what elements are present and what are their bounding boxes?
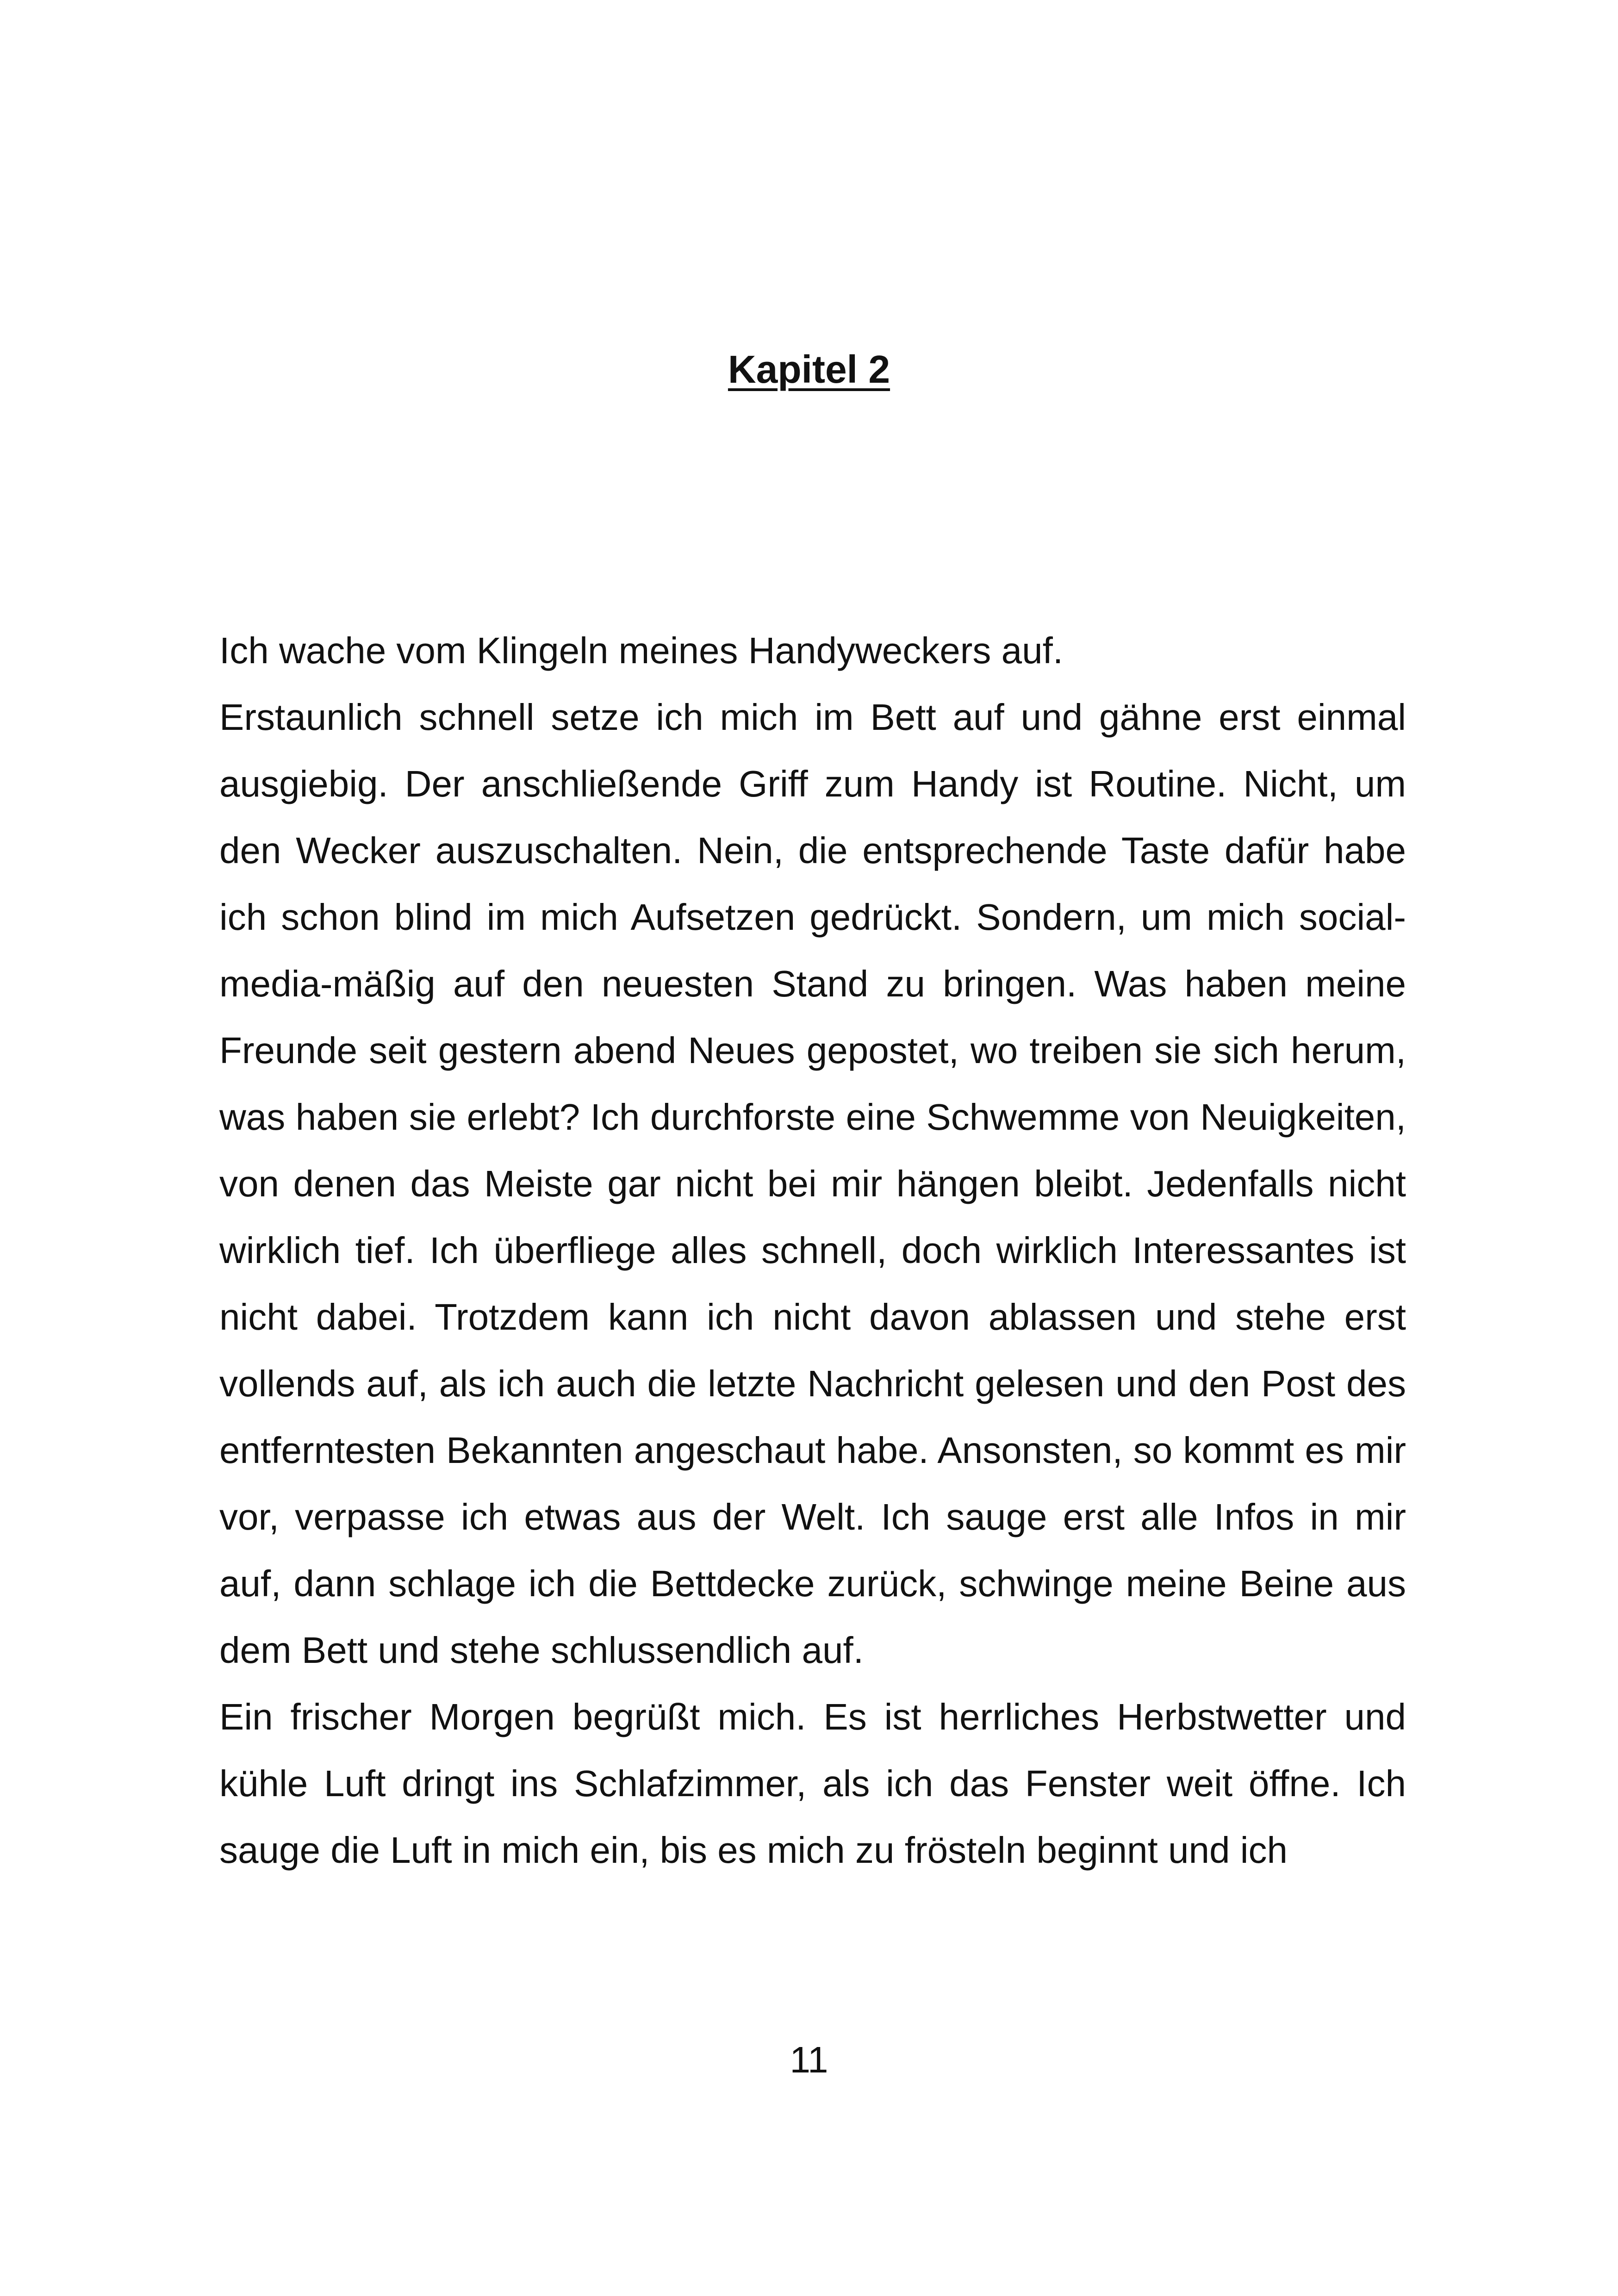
chapter-title: Kapitel 2 bbox=[728, 348, 890, 391]
paragraph-morning-routine: Erstaunlich schnell setze ich mich im Bett auf und gähne erst einmal ausgiebig. Der anschließende Griff zum Handy ist Routine. Nicht, um den Wecker auszuschalten. Nein, die entsprechende Taste dafür habe ich schon blind im mich Aufsetzen gedrückt. Sondern, um mich social-media-mäßig auf den neuesten Stand zu bringen. Was haben meine Freunde seit gestern abend Neues gepostet, wo treiben sie sich herum, was haben sie erlebt? Ich durchforste eine Schwemme von Neuigkeiten, von denen das Meiste gar nicht bei mir hängen bleibt. Jedenfalls nicht wirklich tief. Ich überfliege alles schnell, doch wirklich Interessantes ist nicht dabei. Trotzdem kann ich nicht davon ablassen und stehe erst vollends auf, als ich auch die letzte Nachricht gelesen und den Post des entferntesten Bekannten angeschaut habe. Ansonsten, so kommt es mir vor, verpasse ich etwas aus der Welt. Ich sauge erst alle Infos in mir auf, dann schlage ich die Bettdecke zurück, schwinge meine Beine aus dem Bett und stehe schlussendlich auf. bbox=[219, 697, 1406, 1671]
paragraph-fresh-morning: Ein frischer Morgen begrüßt mich. Es ist herrliches Herbstwetter und kühle Luft dringt ins Schlafzimmer, als ich das Fenster weit öffne. Ich sauge die Luft in mich ein, bis es mich zu frösteln beginnt und ich bbox=[219, 1696, 1406, 1871]
page-number: 11 bbox=[790, 2039, 828, 2080]
chapter-body bbox=[219, 617, 1406, 1884]
paragraph-opening: Ich wache vom Klingeln meines Handyweckers auf. bbox=[219, 630, 1064, 671]
